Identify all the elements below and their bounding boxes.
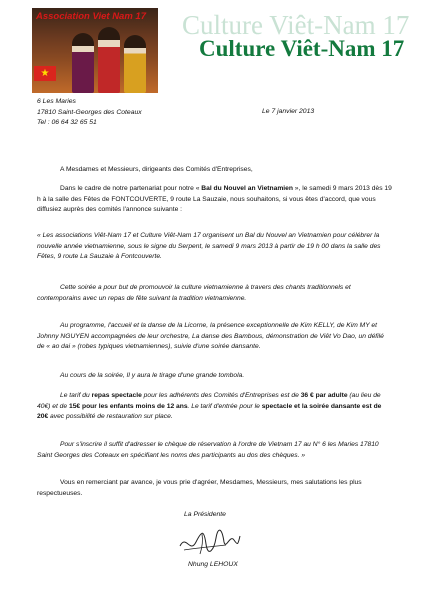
- address-phone: Tel : 06 64 32 65 51: [37, 119, 97, 126]
- paragraph-tombola: Au cours de la soirée, Il y aura le tirage d'une grande tombola.: [60, 372, 245, 379]
- vietnam-flag-icon: ★: [34, 66, 56, 81]
- page-title: Culture Viêt-Nam 17: [199, 36, 405, 61]
- letter-date: Le 7 janvier 2013: [262, 107, 315, 115]
- paragraph-announcement: « Les associations Viêt-Nam 17 et Culture Viêt-Nam 17 organisent un Bal du Nouvel an Vietnamien pour célébrer la nouvelle année vietnamienne, sous le signe du Serpent, le samedi 9 mars 2013 à partir de 19 h 00 dans la salle des Fêtes, 9 route La Sauzaie à Fontcouverte.: [37, 232, 381, 261]
- logo-association-name: Association Viet Nam 17: [36, 11, 146, 22]
- paragraph-purpose: Cette soirée a pour but de promouvoir la culture vietnamienne à travers des chants traditionnels et contemporains avec un repas de fête suivant la tradition vietnamienne.: [37, 284, 351, 302]
- figure-ao-dai-purple: [72, 33, 94, 93]
- association-logo-photo: [32, 8, 158, 93]
- sender-address: [37, 97, 142, 129]
- paragraph-intro: Dans le cadre de notre partenariat pour notre « Bal du Nouvel an Vietnamien », le samedi 9 mars 2013 dès 19 h à la salle des Fêtes de FONTCOUVERTE, 9 route La Sauzaie, nous souhaitons, si vous êtes d'accord, que vous diffusiez auprès des comités l'annonce suivante :: [37, 185, 392, 214]
- signatory-name: Nhung LEHOUX: [188, 561, 238, 568]
- address-line: 17810 Saint-Georges des Coteaux: [37, 108, 142, 116]
- title-shadow: Culture Viêt-Nam 17: [182, 10, 410, 40]
- paragraph-program: Au programme, l'accueil et la danse de la Licorne, la présence exceptionnelle de Kim KELLY, de Kim MY et Johnny NGUYEN accompagnées de leur orchestre, La danse des Bambous, démonstration de Viêt Vo Dao, un défilé de « ao dai » (robes typiques vietnamiennes), suivie d'une soirée dansante.: [37, 322, 384, 351]
- address-line: 6 Les Maries: [37, 98, 76, 105]
- paragraph-registration: Pour s'inscrire il suffit d'adresser le chèque de réservation à l'ordre de Vietnam 17 au N° 6 les Maries 17810 Saint Georges des Coteaux en spécifiant les noms des participants au dos des chèques. »: [37, 441, 379, 459]
- signature-role: La Présidente: [184, 511, 226, 518]
- handwritten-signature: [176, 520, 242, 558]
- figure-ao-dai-red: [98, 27, 120, 93]
- figure-ao-dai-yellow: [124, 35, 146, 93]
- paragraph-pricing: Le tarif du repas spectacle pour les adhérents des Comités d'Entreprises est de 36 € par adulte (au lieu de 40€) et de 15€ pour les enfants moins de 12 ans. Le tarif d'entrée pour le spectacle et la soirée dansante est de 20€ avec possibilité de restauration sur place.: [37, 392, 382, 421]
- letter-salutation: A Mesdames et Messieurs, dirigeants des Comités d'Entreprises,: [60, 166, 253, 173]
- paragraph-closing: Vous en remerciant par avance, je vous prie d'agréer, Mesdames, Messieurs, mes salutations les plus respectueuses.: [37, 479, 362, 497]
